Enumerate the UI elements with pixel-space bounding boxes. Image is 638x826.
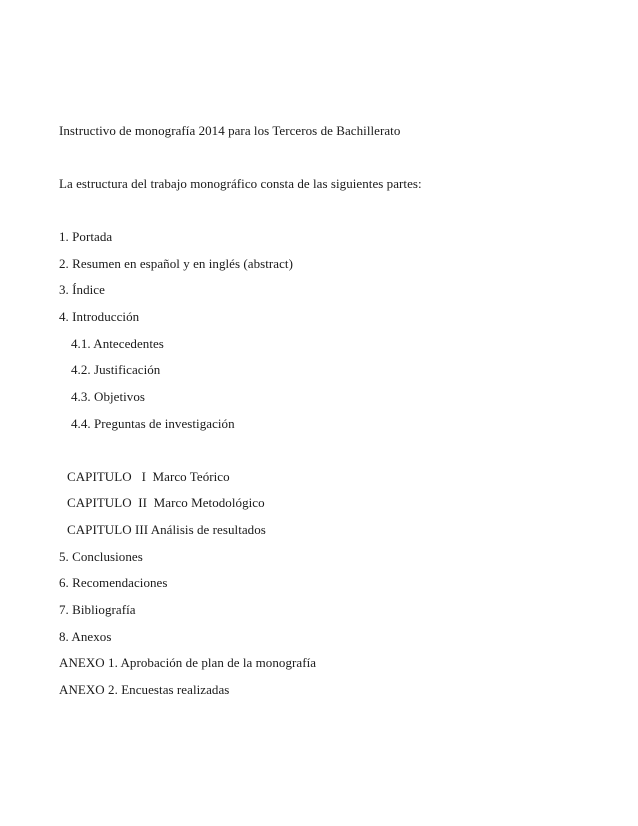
- list-item-bibliografia: 7. Bibliografía: [59, 602, 136, 617]
- annex-1: ANEXO 1. Aprobación de plan de la monografía: [59, 655, 317, 670]
- chapter-1: CAPITULO I Marco Teórico: [67, 469, 230, 484]
- list-item-anexos: 8. Anexos: [59, 629, 112, 644]
- subitem-preguntas: 4.4. Preguntas de investigación: [71, 416, 235, 431]
- document-intro: La estructura del trabajo monográfico consta de las siguientes partes:: [59, 176, 422, 191]
- subitem-antecedentes: 4.1. Antecedentes: [71, 336, 164, 351]
- list-item-recomendaciones: 6. Recomendaciones: [59, 575, 168, 590]
- document-title: Instructivo de monografía 2014 para los Terceros de Bachillerato: [59, 123, 401, 138]
- chapter-3: CAPITULO III Análisis de resultados: [67, 522, 266, 537]
- list-item-indice: 3. Índice: [59, 282, 105, 297]
- list-item-conclusiones: 5. Conclusiones: [59, 549, 143, 564]
- subitem-objetivos: 4.3. Objetivos: [71, 389, 146, 404]
- list-item-portada: 1. Portada: [59, 229, 113, 244]
- annex-2: ANEXO 2. Encuestas realizadas: [59, 682, 230, 697]
- list-item-resumen: 2. Resumen en español y en inglés (abstract): [59, 256, 293, 271]
- chapter-2: CAPITULO II Marco Metodológico: [67, 495, 265, 510]
- list-item-introduccion: 4. Introducción: [59, 309, 140, 324]
- subitem-justificacion: 4.2. Justificación: [71, 362, 161, 377]
